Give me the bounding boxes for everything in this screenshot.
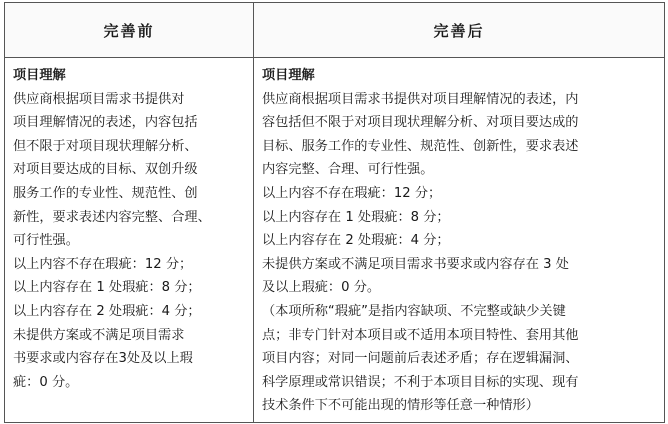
after-line: 以上内容存在 2 处瑕疵：4 分；	[262, 233, 450, 249]
before-title: 项目理解	[13, 68, 66, 83]
before-line: 但不限于对项目现状理解分析、	[13, 138, 198, 154]
before-line: 以上内容存在 1 处瑕疵：8 分；	[13, 280, 201, 296]
after-line: 项目内容；对同一问题前后表述矛盾；存在逻辑漏洞、	[262, 351, 579, 367]
after-line: 及以上瑕疵：0 分。	[262, 280, 381, 296]
before-line: 新性，要求表述内容完整、合理、	[13, 209, 211, 225]
before-line: 疵：0 分。	[13, 374, 79, 390]
after-line: 未提供方案或不满足项目需求书要求或内容存在 3 处	[262, 256, 569, 272]
after-line: 点；非专门针对本项目或不适用本项目特性、套用其他	[262, 327, 579, 343]
after-line: 技术条件下不可能出现的情形等任意一种情形）	[262, 398, 539, 414]
after-line: 供应商根据项目需求书提供对项目理解情况的表述，内	[262, 91, 579, 107]
header-row	[5, 3, 665, 58]
after-line: 容包括但不限于对项目现状理解分析、对项目要达成的	[262, 115, 579, 131]
after-line: 目标、服务工作的专业性、规范性、创新性，要求表述	[262, 138, 579, 154]
after-line: 内容完整、合理、可行性强。	[262, 162, 434, 178]
after-line: （本项所称“瑕疵”是指内容缺项、不完整或缺少关键	[262, 303, 566, 319]
after-title: 项目理解	[262, 68, 315, 83]
before-line: 项目理解情况的表述，内容包括	[13, 115, 198, 131]
before-line: 未提供方案或不满足项目需求	[13, 327, 185, 343]
before-line: 以上内容不存在瑕疵：12 分；	[13, 256, 193, 272]
before-line: 服务工作的专业性、规范性、创	[13, 185, 198, 201]
after-cell	[254, 58, 665, 423]
header-after: 完善后	[254, 3, 665, 58]
comparison-table	[4, 2, 665, 423]
before-cell	[5, 58, 254, 423]
after-line: 以上内容不存在瑕疵：12 分；	[262, 185, 442, 201]
header-before: 完善前	[5, 3, 254, 58]
before-line: 供应商根据项目需求书提供对	[13, 91, 185, 107]
before-line: 书要求或内容存在3处及以上瑕	[13, 351, 193, 367]
before-line: 可行性强。	[13, 233, 79, 249]
after-line: 以上内容存在 1 处瑕疵：8 分；	[262, 209, 450, 225]
content-row	[5, 58, 665, 423]
before-line: 对项目要达成的目标、双创升级	[13, 162, 198, 178]
before-line: 以上内容存在 2 处瑕疵：4 分；	[13, 303, 201, 319]
after-line: 科学原理或常识错误；不利于本项目目标的实现、现有	[262, 374, 579, 390]
